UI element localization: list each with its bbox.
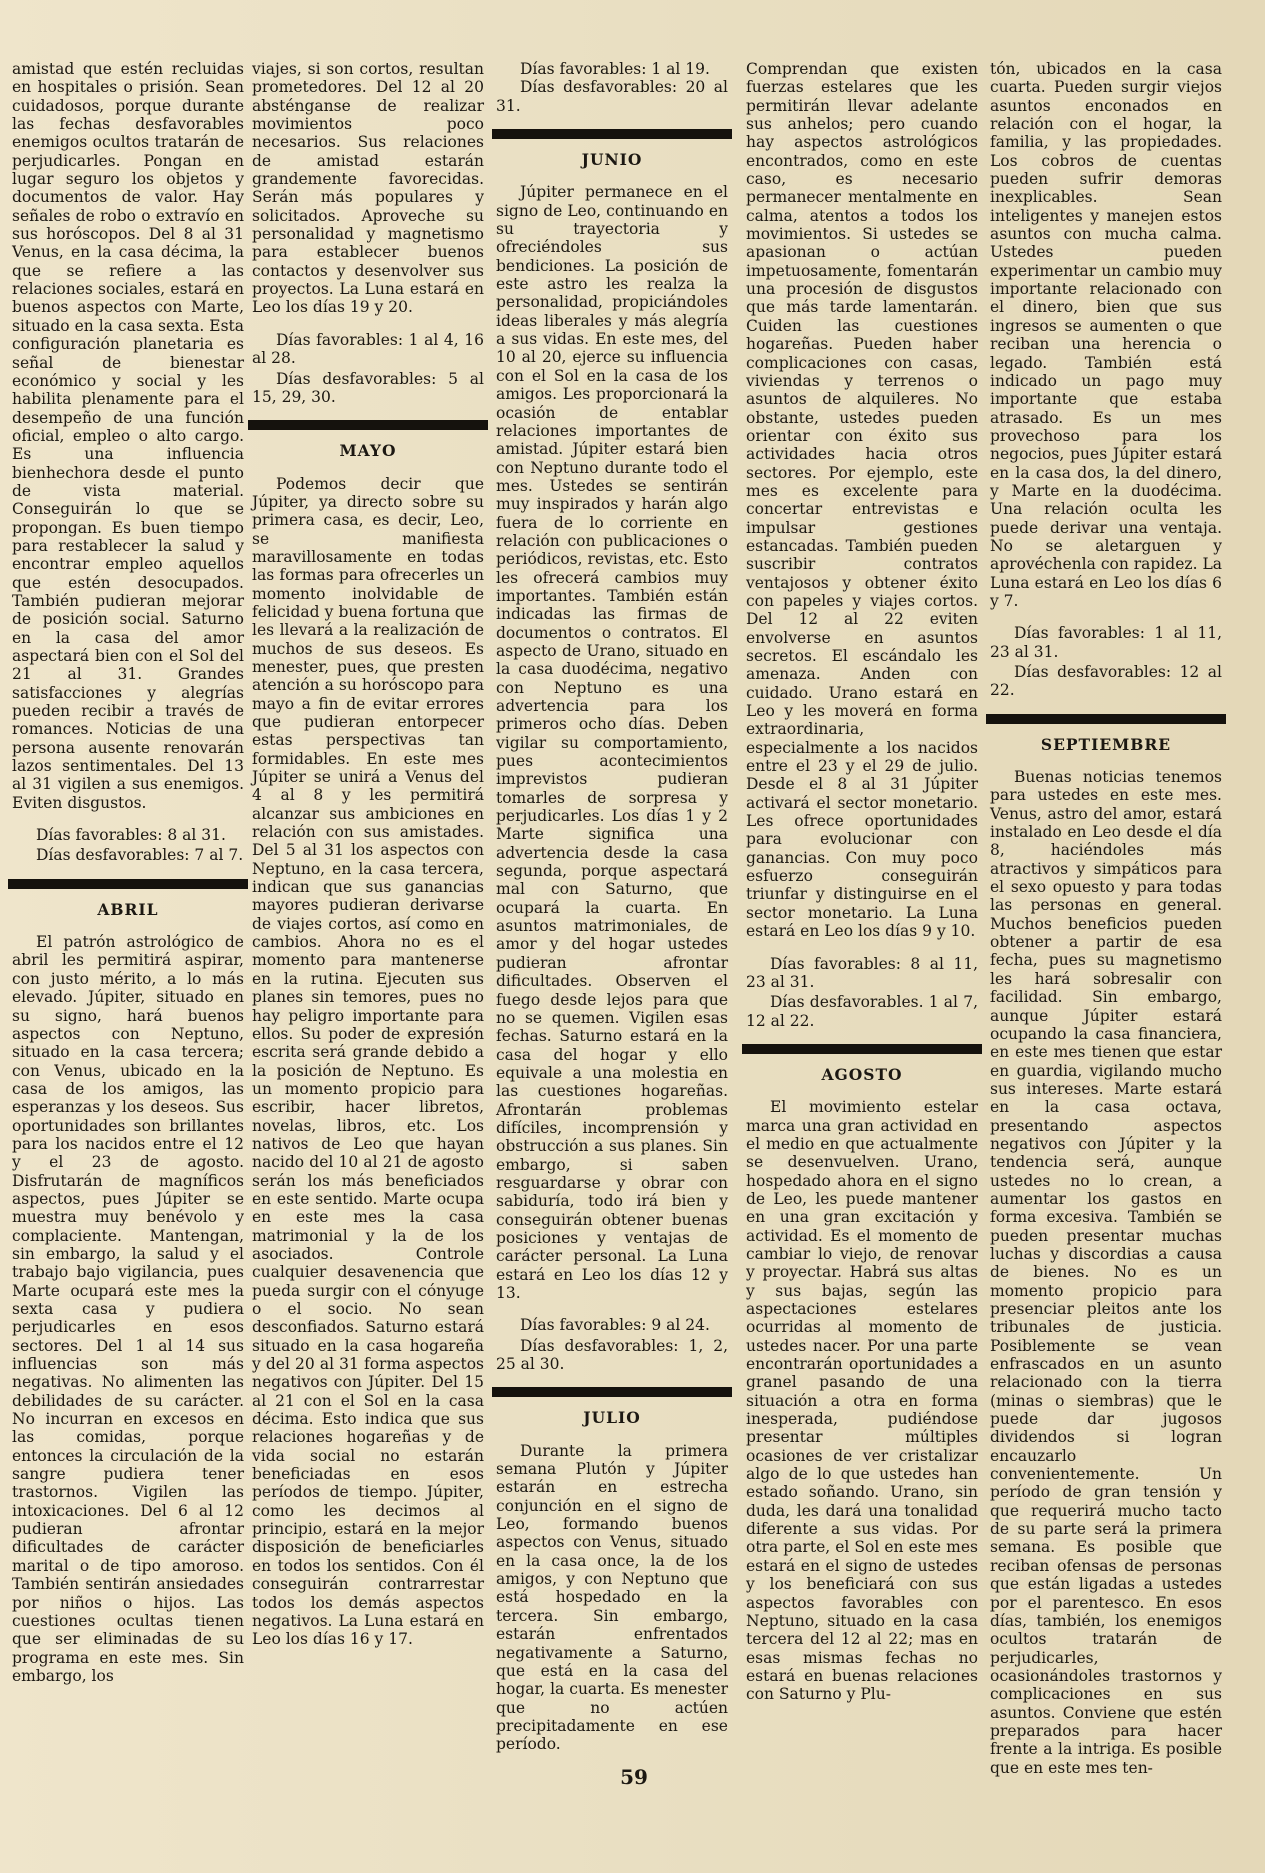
unfavorable-days: Días desfavorables: 5 al 15, 29, 30.: [252, 369, 484, 406]
unfavorable-days: Días desfavorables: 12 al 22.: [990, 663, 1222, 700]
favorable-days: Días favorables: 8 al 11, 23 al 31.: [746, 954, 978, 991]
unfavorable-days: Días desfavorables: 7 al 7.: [36, 846, 244, 865]
body-paragraph: tón, ubicados en la casa cuarta. Pueden surgir viejos asuntos enconados en relación con el hogar, la familia, y las propiedades. Los cobros de cuentas pueden sufrir demoras inexplicables. Sean inteligentes y manejen estos asuntos con mucha calma. Ustedes pueden experimentar un cambio muy importante relacionado con el dinero, bien que sus ingresos se aumenten o que reciban una herencia o legado. También está indicado un pago muy importante que estaba atrasado. Es un mes provechoso para los negocios, pues Júpiter estará en la casa dos, la del dinero, y Marte en la duodécima. Una relación oculta les puede derivar una ventaja. No se aletarguen y aprovéchenla con rapidez. La Luna estará en Leo los días 6 y 7.: [990, 60, 1222, 610]
unfavorable-days: Días desfavorables. 1 al 7, 12 al 22.: [746, 993, 978, 1030]
body-paragraph: Comprendan que existen fuerzas estelares que les permitirán llevar adelante sus anhelos; pero cuando hay aspectos astrológicos encontrados, como en este caso, es necesario permanecer mentalmente en calma, atentos a todos los movimientos. Si ustedes se apasionan o actúan impetuosamente, fomentarán una procesión de disgustos que más tarde lamentarán. Cuiden las cuestiones hogareñas. Pueden haber complicaciones con casas, viviendas y terrenos o asuntos de alquileres. No obstante, ustedes pueden orientar con éxito sus actividades hacia otros sectores. Por ejemplo, este mes es excelente para concertar entrevistas e impulsar gestiones estancadas. También pueden suscribir contratos ventajosos y obtener éxito con papeles y viajes cortos. Del 12 al 22 eviten envolverse en asuntos secretos. El escándalo les amenaza. Anden con cuidado. Urano estará en Leo y les moverá en forma extraordinaria, especialmente a los nacidos entre el 23 y el 29 de julio. Desde el 8 al 31 Júpiter activará el sector monetario. Les ofrece oportunidades para evolucionar con ganancias. Con muy poco esfuerzo conseguirán triunfar y distinguirse en el sector monetario. La Luna estará en Leo los días 9 y 10.: [746, 60, 978, 941]
body-paragraph: Podemos decir que Júpiter, ya directo sobre su primera casa, es decir, Leo, se manifiesta maravillosamente en todas las formas para ofrecerles un momento inolvidable de felicidad y buena fortuna que les llevará a la realización de muchos de sus deseos. Es menester, pues, que presten atención a su horóscopo para mayo a fin de evitar errores que pudieran entorpecer estas perspectivas tan formidables. En este mes Júpiter se unirá a Venus del 4 al 8 y les permitirá alcanzar sus ambiciones en relación con sus amistades. Del 5 al 31 los aspectos con Neptuno, en la casa tercera, indican que sus ganancias mayores pudieran derivarse de viajes cortos, así como en cambios. Ahora no es el momento para mantenerse en la rutina. Ejecuten sus planes sin temores, pues no hay peligro importante para ellos. Su poder de expresión escrita será grande debido a la posición de Neptuno. Es un momento propicio para escribir, hacer libretos, novelas, libros, etc. Los nativos de Leo que hayan nacido del 10 al 21 de agosto serán los más beneficiados en este sentido. Marte ocupa en este mes la casa matrimonial y la de los asociados. Controle cualquier desavenencia que pueda surgir con el cónyuge o el socio. No sean desconfiados. Saturno estará situado en la casa hogareña y del 20 al 31 forma aspectos negativos con Júpiter. Del 15 al 21 con el Sol en la casa décima. Esto indica que sus relaciones hogareñas y de vida social no estarán beneficiadas en esos períodos de tiempo. Júpiter, como les decimos al principio, estará en la mejor disposición de beneficiarles en todos los sentidos. Con él conseguirán contrarrestar todos los demás aspectos negativos. La Luna estará en Leo los días 16 y 17.: [252, 474, 484, 1649]
section-divider: [492, 129, 732, 139]
column-3: [496, 60, 728, 1754]
unfavorable-days: Días desfavorables: 20 al 31.: [496, 78, 728, 115]
section-divider: [742, 1044, 982, 1054]
section-divider: [248, 420, 488, 430]
body-paragraph: Durante la primera semana Plutón y Júpiter estarán en estrecha conjunción en el signo de Leo, formando buenos aspectos con Venus, situado en la casa once, la de los amigos, y con Neptuno que está hospedado en la tercera. Sin embargo, estarán enfrentados negativamente a Saturno, que está en la casa del hogar, la cuarta. Es menester que no actúen precipitadamente en ese período.: [496, 1441, 728, 1754]
favorable-days: Días favorables: 1 al 19.: [520, 60, 710, 78]
body-paragraph: viajes, si son cortos, resultan prometedores. Del 12 al 20 absténganse de realizar movimientos poco necesarios. Sus relaciones de amistad estarán grandemente favorecidas. Serán más populares y solicitados. Aproveche su personalidad y magnetismo para establecer buenos contactos y desenvolver sus proyectos. La Luna estará en Leo los días 19 y 20.: [252, 60, 484, 317]
favorable-days: Días favorables: 8 al 31.: [36, 826, 226, 845]
section-divider: [8, 879, 248, 889]
favorable-days: Días favorables: 1 al 11, 23 al 31.: [990, 624, 1222, 661]
column-1: [12, 60, 244, 1685]
body-paragraph: Buenas noticias tenemos para ustedes en este mes. Venus, astro del amor, estará instalado en Leo desde el día 8, haciéndoles más atractivos y simpáticos para el sexo opuesto y para todas las personas en general. Muchos beneficios pueden obtener a partir de esa fecha, pues su magnetismo les hará sobresalir con facilidad. Sin embargo, aunque Júpiter estará ocupando la casa financiera, en este mes tienen que estar en guardia, vigilando mucho sus intereses. Marte estará en la casa octava, presentando aspectos negativos con Júpiter y la tendencia será, aunque ustedes no lo crean, a aumentar los gastos en forma excesiva. También se pueden presentar muchas luchas y discordias a causa de bienes. No es un momento propicio para presenciar pleitos ante los tribunales de justicia. Posiblemente se vean enfrascados en un asunto relacionado con la tierra (minas o siembras) que le puede dar jugosos dividendos si logran encauzarlo convenientemente. Un período de gran tensión y que requerirá mucho tacto de su parte será la primera semana. Es posible que reciban ofensas de personas que están ligadas a ustedes por el parentesco. En esos días, también, los enemigos ocultos tratarán de perjudicarles, ocasionándoles trastornos y complicaciones en sus asuntos. Conviene que estén preparados para hacer frente a la intriga. Es posible que en este mes ten-: [990, 768, 1222, 1777]
body-paragraph: amistad que estén recluidas en hospitales o prisión. Sean cuidadosos, porque durante las fechas desfavorables enemigos ocultos tratarán de perjudicarles. Pongan en lugar seguro los objetos y documentos de valor. Hay señales de robo o extravío en sus horóscopos. Del 8 al 31 Venus, en la casa décima, la que se refiere a las relaciones sociales, estará en buenos aspectos con Marte, situado en la casa sexta. Esta configuración planetaria es señal de bienestar económico y social y les habilita plenamente para el desempeño de una función oficial, empleo o alto cargo. Es una influencia bienhechora desde el punto de vista material. Conseguirán lo que se propongan. Es buen tiempo para restablecer la salud y encontrar empleo aquellos que estén desocupados. También pudieran mejorar de posición social. Saturno en la casa del amor aspectará bien con el Sol del 21 al 31. Grandes satisfacciones y alegrías pueden recibir a través de romances. Noticias de una persona ausente renovarán lazos sentimentales. Del 13 al 31 vigilen a sus enemigos. Eviten disgustos.: [12, 60, 244, 812]
column-2: [252, 60, 484, 1649]
section-heading-junio: JUNIO: [581, 150, 643, 170]
column-4: [746, 60, 978, 1704]
column-5: [990, 60, 1222, 1777]
section-divider: [492, 1387, 732, 1397]
section-heading-julio: JULIO: [583, 1408, 641, 1428]
favorable-days: Días favorables: 1 al 4, 16 al 28.: [252, 330, 484, 368]
section-heading-agosto: AGOSTO: [821, 1064, 903, 1084]
section-heading-mayo: MAYO: [339, 441, 397, 461]
body-paragraph: El movimiento estelar marca una gran actividad en el medio en que actualmente se desenvuelven. Urano, hospedado ahora en el signo de Leo, les puede mantener en una gran excitación y actividad. Es el momento de cambiar lo viejo, de renovar y proyectar. Habrá sus altas y sus bajas, según las aspectaciones estelares ocurridas al momento de ustedes nacer. Por una parte encontrarán oportunidades a granel pasando de una situación a otra en forma inesperada, pudiéndose presentar múltiples ocasiones de ver cristalizar algo de lo que ustedes han estado soñando. Urano, sin duda, les dará una tonalidad diferente a sus vidas. Por otra parte, el Sol en este mes estará en el signo de ustedes y los beneficiará con sus aspectos favorables con Neptuno, situado en la casa tercera del 12 al 22; mas en esas mismas fechas no estará en buenas relaciones con Saturno y Plu-: [746, 1098, 978, 1704]
page-number: 59: [620, 1765, 648, 1789]
favorable-days: Días favorables: 9 al 24.: [520, 1316, 710, 1335]
section-heading-septiembre: SEPTIEMBRE: [1040, 734, 1172, 754]
unfavorable-days: Días desfavorables: 1, 2, 25 al 30.: [496, 1336, 728, 1374]
body-paragraph: El patrón astrológico de abril les permitirá aspirar, con justo mérito, a lo más elevado. Júpiter, situado en su signo, hará buenos aspectos con Neptuno, situado en la casa tercera; con Venus, ubicado en la casa de los amigos, las esperanzas y los deseos. Sus oportunidades son brillantes para los nacidos entre el 12 y el 23 de agosto. Disfrutarán de magníficos aspectos, pues Júpiter se muestra muy benévolo y complaciente. Mantengan, sin embargo, la salud y el trabajo bajo vigilancia, pues Marte ocupará este mes la sexta casa y pudiera perjudicarles en esos sectores. Del 1 al 14 sus influencias son más negativas. No alimenten las debilidades de su carácter. No incurran en excesos en las comidas, porque entonces la circulación de la sangre pudiera tener trastornos. Vigilen las intoxicaciones. Del 6 al 12 pudieran afrontar dificultades de carácter marital o de tipo amoroso. También sentirán ansiedades por niños o hijos. Las cuestiones ocultas tienen que ser eliminadas de su programa en este mes. Sin embargo, los: [12, 933, 244, 1685]
section-heading-abril: ABRIL: [97, 899, 159, 919]
section-divider: [986, 714, 1226, 724]
body-paragraph: Júpiter permanece en el signo de Leo, continuando en su trayectoria y ofreciéndoles sus bendiciones. La posición de este astro les realza la personalidad, propiciándoles ideas liberales y más alegría a sus vidas. En este mes, del 10 al 20, ejerce su influencia con el Sol en la casa de los amigos. Les proporcionará la ocasión de entablar relaciones importantes de amistad. Júpiter estará bien con Neptuno durante todo el mes. Ustedes se sentirán muy inspirados y harán algo fuera de lo corriente en relación con publicaciones o periódicos, revistas, etc. Esto les ofrecerá cambios muy importantes. También están indicadas las firmas de documentos o contratos. El aspecto de Urano, situado en la casa duodécima, negativo con Neptuno es una advertencia para los primeros ocho días. Deben vigilar su comportamiento, pues acontecimientos imprevistos pudieran tomarles de sorpresa y perjudicarles. Los días 1 y 2 Marte significa una advertencia desde la casa segunda, porque aspectará mal con Saturno, que ocupará la cuarta. En asuntos matrimoniales, de amor y del hogar ustedes pudieran afrontar dificultades. Observen el fuego desde lejos para que no se quemen. Vigilen esas fechas. Saturno estará en la casa del hogar y ello equivale a una molestia en las cuestiones hogareñas. Afrontarán problemas difíciles, incomprensión y obstrucción a sus planes. Sin embargo, si saben resguardarse y obrar con sabiduría, todo irá bien y conseguirán obtener buenas posiciones y ventajas de carácter personal. La Luna estará en Leo los días 12 y 13.: [496, 183, 728, 1302]
